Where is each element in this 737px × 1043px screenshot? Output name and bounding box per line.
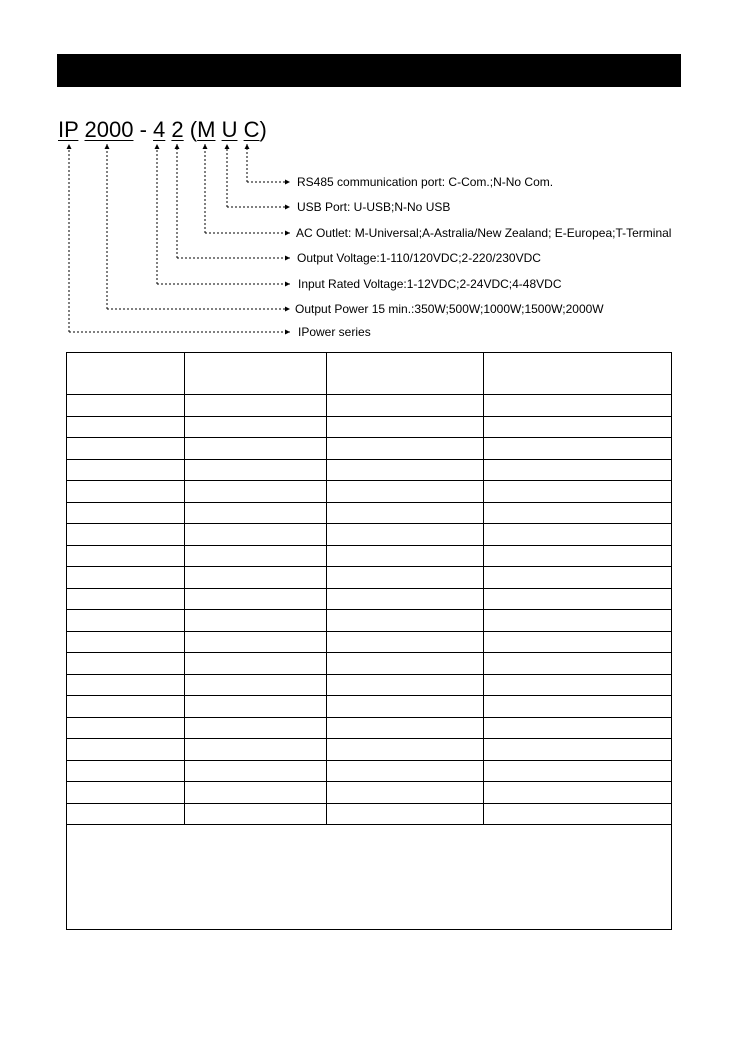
table-cell	[327, 459, 484, 481]
table-cell	[185, 717, 327, 739]
table-cell	[67, 717, 185, 739]
table-footer-row	[67, 825, 672, 930]
table-cell	[327, 674, 484, 696]
table-row	[67, 438, 672, 460]
table-cell	[67, 438, 185, 460]
table-cell	[67, 825, 672, 930]
table-row	[67, 588, 672, 610]
table-cell	[185, 588, 327, 610]
table-cell	[327, 739, 484, 761]
table-row	[67, 803, 672, 825]
table-cell	[185, 674, 327, 696]
model-dash: -	[139, 117, 147, 142]
table-cell	[67, 353, 185, 395]
table-row	[67, 395, 672, 417]
table-cell	[327, 803, 484, 825]
table-cell	[327, 416, 484, 438]
table-cell	[67, 696, 185, 718]
table-cell	[484, 717, 672, 739]
table-cell	[67, 416, 185, 438]
table-cell	[327, 524, 484, 546]
table-cell	[67, 567, 185, 589]
table-cell	[67, 610, 185, 632]
table-cell	[327, 567, 484, 589]
table-cell	[327, 481, 484, 503]
model-output: 2	[171, 117, 184, 142]
table-cell	[185, 567, 327, 589]
model-input: 4	[153, 117, 166, 142]
table-row	[67, 545, 672, 567]
table-cell	[484, 567, 672, 589]
table-cell	[484, 674, 672, 696]
table-cell	[67, 674, 185, 696]
table-cell	[67, 760, 185, 782]
table-cell	[327, 545, 484, 567]
table-cell	[484, 502, 672, 524]
table-cell	[484, 631, 672, 653]
table-cell	[67, 739, 185, 761]
model-power: 2000	[84, 117, 134, 142]
table-row	[67, 696, 672, 718]
table-row	[67, 760, 672, 782]
desc-series: IPower series	[298, 325, 371, 339]
table-cell	[327, 760, 484, 782]
model-outlet: M	[197, 117, 216, 142]
table-cell	[185, 395, 327, 417]
table-cell	[67, 803, 185, 825]
table-cell	[484, 416, 672, 438]
table-row	[67, 502, 672, 524]
table-cell	[67, 459, 185, 481]
table-cell	[484, 653, 672, 675]
table-cell	[327, 610, 484, 632]
table-cell	[484, 610, 672, 632]
table-cell	[327, 782, 484, 804]
table-row	[67, 782, 672, 804]
table-cell	[484, 739, 672, 761]
table-row	[67, 717, 672, 739]
model-open-paren: (	[189, 117, 198, 142]
table-cell	[67, 782, 185, 804]
table-cell	[185, 459, 327, 481]
desc-output-power: Output Power 15 min.:350W;500W;1000W;1500W;2000W	[295, 302, 604, 316]
table-row	[67, 524, 672, 546]
table-row	[67, 567, 672, 589]
desc-input-voltage: Input Rated Voltage:1-12VDC;2-24VDC;4-48VDC	[298, 277, 562, 291]
table-cell	[67, 502, 185, 524]
table-cell	[327, 395, 484, 417]
model-close-paren: )	[259, 117, 267, 142]
model-comm: C	[243, 117, 260, 142]
table-cell	[185, 545, 327, 567]
table-cell	[484, 803, 672, 825]
table-cell	[484, 588, 672, 610]
table-cell	[67, 481, 185, 503]
table-row	[67, 481, 672, 503]
table-cell	[185, 631, 327, 653]
table-cell	[484, 782, 672, 804]
model-usb: U	[221, 117, 238, 142]
table-cell	[484, 459, 672, 481]
table-cell	[185, 803, 327, 825]
model-prefix: IP	[58, 117, 79, 142]
table-cell	[327, 502, 484, 524]
table-cell	[327, 353, 484, 395]
spec-table	[66, 352, 672, 930]
desc-usb: USB Port: U-USB;N-No USB	[297, 200, 451, 214]
table-cell	[484, 481, 672, 503]
table-row	[67, 653, 672, 675]
table-cell	[327, 438, 484, 460]
table-cell	[484, 760, 672, 782]
table-row	[67, 674, 672, 696]
table-cell	[185, 502, 327, 524]
table-cell	[67, 653, 185, 675]
table-cell	[484, 696, 672, 718]
table-row	[67, 610, 672, 632]
table-cell	[327, 717, 484, 739]
table-cell	[185, 782, 327, 804]
table-cell	[327, 696, 484, 718]
table-cell	[327, 653, 484, 675]
table-cell	[484, 545, 672, 567]
table-row	[67, 739, 672, 761]
table-cell	[67, 631, 185, 653]
table-cell	[67, 395, 185, 417]
table-cell	[327, 631, 484, 653]
table-cell	[484, 524, 672, 546]
table-cell	[185, 760, 327, 782]
table-cell	[185, 610, 327, 632]
table-cell	[185, 739, 327, 761]
desc-outlet: AC Outlet: M-Universal;A-Astralia/New Zealand; E-Europea;T-Terminal	[296, 226, 672, 240]
table-cell	[185, 696, 327, 718]
table-row	[67, 631, 672, 653]
table-cell	[185, 353, 327, 395]
table-row	[67, 416, 672, 438]
table-cell	[484, 438, 672, 460]
table-row	[67, 459, 672, 481]
table-cell	[185, 416, 327, 438]
table-cell	[484, 353, 672, 395]
table-cell	[67, 588, 185, 610]
table-cell	[185, 481, 327, 503]
desc-comm: RS485 communication port: C-Com.;N-No Com.	[297, 175, 554, 189]
table-cell	[327, 588, 484, 610]
table-cell	[185, 438, 327, 460]
table-cell	[185, 524, 327, 546]
desc-output-voltage: Output Voltage:1-110/120VDC;2-220/230VDC	[297, 251, 541, 265]
table-cell	[67, 524, 185, 546]
table-header-row	[67, 353, 672, 395]
table-cell	[185, 653, 327, 675]
table-cell	[67, 545, 185, 567]
table-cell	[484, 395, 672, 417]
